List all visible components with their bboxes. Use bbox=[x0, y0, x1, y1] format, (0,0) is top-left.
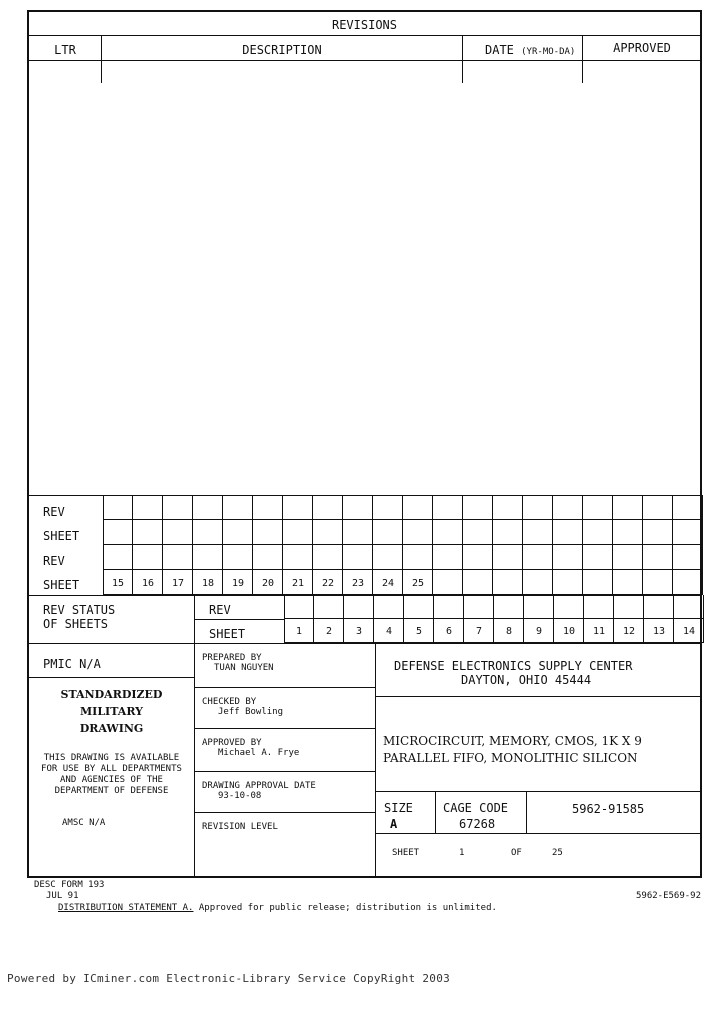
cage-value: 67268 bbox=[459, 817, 496, 831]
upper-sheet-number: 15 bbox=[111, 578, 125, 589]
status-cell bbox=[193, 495, 223, 520]
divider bbox=[375, 643, 376, 878]
status-cell bbox=[403, 520, 433, 545]
prepared-by: TUAN NGUYEN bbox=[214, 663, 274, 673]
status-cell bbox=[583, 495, 613, 520]
status-cell bbox=[464, 595, 494, 619]
rev-label-3: REV bbox=[209, 603, 231, 617]
upper-sheet-number: 18 bbox=[201, 578, 215, 589]
std-title-2: MILITARY bbox=[80, 705, 143, 718]
upper-sheet-number: 22 bbox=[321, 578, 335, 589]
upper-sheet-number: 20 bbox=[261, 578, 275, 589]
lower-sheet-number: 8 bbox=[505, 626, 513, 637]
lower-sheet-number: 7 bbox=[475, 626, 483, 637]
divider bbox=[27, 60, 702, 61]
availability-1: THIS DRAWING IS AVAILABLE bbox=[43, 753, 180, 763]
std-title-3: DRAWING bbox=[79, 722, 144, 735]
status-cell bbox=[373, 520, 403, 545]
status-cell bbox=[554, 595, 584, 619]
status-cell bbox=[313, 495, 343, 520]
availability-4: DEPARTMENT OF DEFENSE bbox=[54, 786, 169, 796]
status-cell bbox=[553, 570, 583, 595]
status-cell bbox=[463, 520, 493, 545]
lower-sheet-number: 6 bbox=[445, 626, 453, 637]
status-cell bbox=[613, 495, 643, 520]
divider bbox=[194, 619, 284, 620]
status-cell bbox=[373, 545, 403, 570]
status-cell bbox=[613, 570, 643, 595]
status-cell bbox=[343, 495, 373, 520]
status-cell bbox=[524, 595, 554, 619]
prepared-by-label: PREPARED BY bbox=[202, 653, 262, 663]
status-cell bbox=[673, 545, 703, 570]
status-cell bbox=[493, 520, 523, 545]
status-cell bbox=[433, 495, 463, 520]
rev-status-label: REV STATUS OF SHEETS bbox=[43, 603, 116, 631]
status-cell bbox=[493, 570, 523, 595]
upper-sheet-number: 21 bbox=[291, 578, 305, 589]
status-cell bbox=[253, 495, 283, 520]
status-cell bbox=[404, 595, 434, 619]
status-cell bbox=[344, 595, 374, 619]
doc-code: 5962-E569-92 bbox=[636, 891, 702, 901]
form-number: DESC FORM 193 bbox=[34, 880, 105, 890]
approval-date-label: DRAWING APPROVAL DATE bbox=[202, 781, 316, 791]
status-cell bbox=[103, 545, 133, 570]
distribution-statement: DISTRIBUTION STATEMENT A. Approved for public release; distribution is unlimited. bbox=[58, 903, 497, 913]
part-title-1: MICROCIRCUIT, MEMORY, CMOS, 1K X 9 bbox=[383, 734, 642, 748]
std-title-1: STANDARDIZED bbox=[60, 688, 163, 701]
status-cell bbox=[433, 545, 463, 570]
revisions-title: REVISIONS bbox=[331, 18, 398, 32]
status-cell bbox=[253, 520, 283, 545]
status-cell bbox=[253, 545, 283, 570]
status-cell bbox=[133, 495, 163, 520]
divider bbox=[27, 643, 702, 644]
approval-date: 93-10-08 bbox=[218, 791, 262, 801]
size-value: A bbox=[390, 817, 398, 831]
status-cell bbox=[313, 520, 343, 545]
status-cell bbox=[373, 495, 403, 520]
status-cell bbox=[643, 545, 673, 570]
status-cell bbox=[463, 495, 493, 520]
status-cell bbox=[403, 545, 433, 570]
status-cell bbox=[643, 495, 673, 520]
divider bbox=[375, 833, 702, 834]
status-cell bbox=[283, 495, 313, 520]
status-cell bbox=[283, 520, 313, 545]
rev-label-1: REV bbox=[43, 505, 65, 519]
lower-sheet-number: 13 bbox=[652, 626, 666, 637]
col-ltr-header: LTR bbox=[54, 43, 76, 57]
size-label: SIZE bbox=[384, 801, 413, 815]
divider bbox=[194, 728, 375, 729]
status-cell bbox=[674, 595, 704, 619]
status-cell bbox=[583, 545, 613, 570]
status-cell bbox=[494, 595, 524, 619]
status-cell bbox=[673, 520, 703, 545]
status-cell bbox=[553, 545, 583, 570]
status-cell bbox=[403, 495, 433, 520]
pmic: PMIC N/A bbox=[43, 657, 101, 671]
sheet-label-2: SHEET bbox=[43, 578, 80, 592]
revision-level-label: REVISION LEVEL bbox=[202, 822, 278, 832]
divider bbox=[27, 35, 702, 36]
lower-sheet-number: 12 bbox=[622, 626, 636, 637]
divider bbox=[435, 791, 436, 833]
lower-sheet-number: 4 bbox=[385, 626, 393, 637]
sheet-label-1: SHEET bbox=[43, 529, 80, 543]
availability-2: FOR USE BY ALL DEPARTMENTS bbox=[41, 764, 182, 774]
approved-by: Michael A. Frye bbox=[218, 748, 300, 758]
status-cell bbox=[284, 595, 314, 619]
status-cell bbox=[283, 545, 313, 570]
status-cell bbox=[643, 570, 673, 595]
status-cell bbox=[433, 520, 463, 545]
divider bbox=[101, 35, 102, 83]
form-date: JUL 91 bbox=[46, 891, 79, 901]
status-cell bbox=[313, 545, 343, 570]
lower-sheet-number: 14 bbox=[682, 626, 696, 637]
status-cell bbox=[463, 570, 493, 595]
status-cell bbox=[523, 495, 553, 520]
status-cell bbox=[463, 545, 493, 570]
col-date-header: DATE (YR-MO-DA) bbox=[485, 43, 576, 57]
lower-sheet-number: 3 bbox=[355, 626, 363, 637]
status-cell bbox=[673, 570, 703, 595]
status-cell bbox=[523, 545, 553, 570]
lower-sheet-number: 5 bbox=[415, 626, 423, 637]
status-cell bbox=[523, 570, 553, 595]
status-cell bbox=[583, 520, 613, 545]
approved-by-label: APPROVED BY bbox=[202, 738, 262, 748]
agency-line-1: DEFENSE ELECTRONICS SUPPLY CENTER bbox=[394, 659, 633, 673]
status-cell bbox=[374, 595, 404, 619]
lower-sheet-number: 9 bbox=[535, 626, 543, 637]
divider bbox=[194, 771, 375, 772]
status-cell bbox=[553, 520, 583, 545]
upper-sheet-number: 25 bbox=[411, 578, 425, 589]
status-cell bbox=[223, 495, 253, 520]
col-description-header: DESCRIPTION bbox=[242, 43, 322, 57]
lower-sheet-number: 1 bbox=[295, 626, 303, 637]
powered-by: Powered by ICminer.com Electronic-Library Service CopyRight 2003 bbox=[7, 972, 451, 985]
status-cell bbox=[673, 495, 703, 520]
status-cell bbox=[523, 520, 553, 545]
upper-sheet-number: 23 bbox=[351, 578, 365, 589]
status-cell bbox=[434, 595, 464, 619]
checked-by-label: CHECKED BY bbox=[202, 697, 257, 707]
status-cell bbox=[163, 495, 193, 520]
divider bbox=[462, 35, 463, 83]
of-label: OF bbox=[511, 848, 522, 858]
upper-sheet-number: 17 bbox=[171, 578, 185, 589]
status-cell bbox=[493, 495, 523, 520]
status-cell bbox=[223, 545, 253, 570]
sheet-value: 1 bbox=[459, 848, 465, 858]
status-cell bbox=[643, 520, 673, 545]
status-cell bbox=[584, 595, 614, 619]
amsc: AMSC N/A bbox=[62, 818, 106, 828]
divider bbox=[526, 791, 527, 833]
upper-sheet-number: 24 bbox=[381, 578, 395, 589]
status-cell bbox=[223, 520, 253, 545]
divider bbox=[27, 677, 195, 678]
part-title-2: PARALLEL FIFO, MONOLITHIC SILICON bbox=[383, 751, 638, 765]
status-cell bbox=[193, 520, 223, 545]
upper-sheet-number: 19 bbox=[231, 578, 245, 589]
lower-sheet-number: 2 bbox=[325, 626, 333, 637]
divider bbox=[194, 687, 375, 688]
status-cell bbox=[163, 545, 193, 570]
drawing-number: 5962-91585 bbox=[572, 802, 645, 816]
status-cell bbox=[343, 520, 373, 545]
status-cell bbox=[613, 545, 643, 570]
col-approved-header: APPROVED bbox=[613, 41, 671, 55]
sheet-label: SHEET bbox=[392, 848, 420, 858]
status-cell bbox=[103, 495, 133, 520]
divider bbox=[194, 812, 375, 813]
status-cell bbox=[163, 520, 193, 545]
lower-sheet-number: 11 bbox=[592, 626, 606, 637]
status-cell bbox=[614, 595, 644, 619]
status-cell bbox=[103, 520, 133, 545]
status-cell bbox=[493, 545, 523, 570]
upper-sheet-number: 16 bbox=[141, 578, 155, 589]
divider bbox=[582, 35, 583, 83]
divider bbox=[375, 791, 702, 792]
status-cell bbox=[193, 545, 223, 570]
status-cell bbox=[433, 570, 463, 595]
status-cell bbox=[133, 545, 163, 570]
divider bbox=[375, 696, 702, 697]
status-cell bbox=[133, 520, 163, 545]
status-cell bbox=[583, 570, 613, 595]
status-cell bbox=[343, 545, 373, 570]
agency-line-2: DAYTON, OHIO 45444 bbox=[461, 673, 592, 687]
checked-by: Jeff Bowling bbox=[218, 707, 284, 717]
status-cell bbox=[553, 495, 583, 520]
status-cell bbox=[314, 595, 344, 619]
lower-sheet-number: 10 bbox=[562, 626, 576, 637]
availability-3: AND AGENCIES OF THE bbox=[60, 775, 163, 785]
rev-label-2: REV bbox=[43, 554, 65, 568]
status-cell bbox=[613, 520, 643, 545]
cage-label: CAGE CODE bbox=[443, 801, 509, 815]
sheet-label-3: SHEET bbox=[209, 627, 246, 641]
status-cell bbox=[644, 595, 674, 619]
of-value: 25 bbox=[552, 848, 563, 858]
divider bbox=[194, 595, 195, 878]
